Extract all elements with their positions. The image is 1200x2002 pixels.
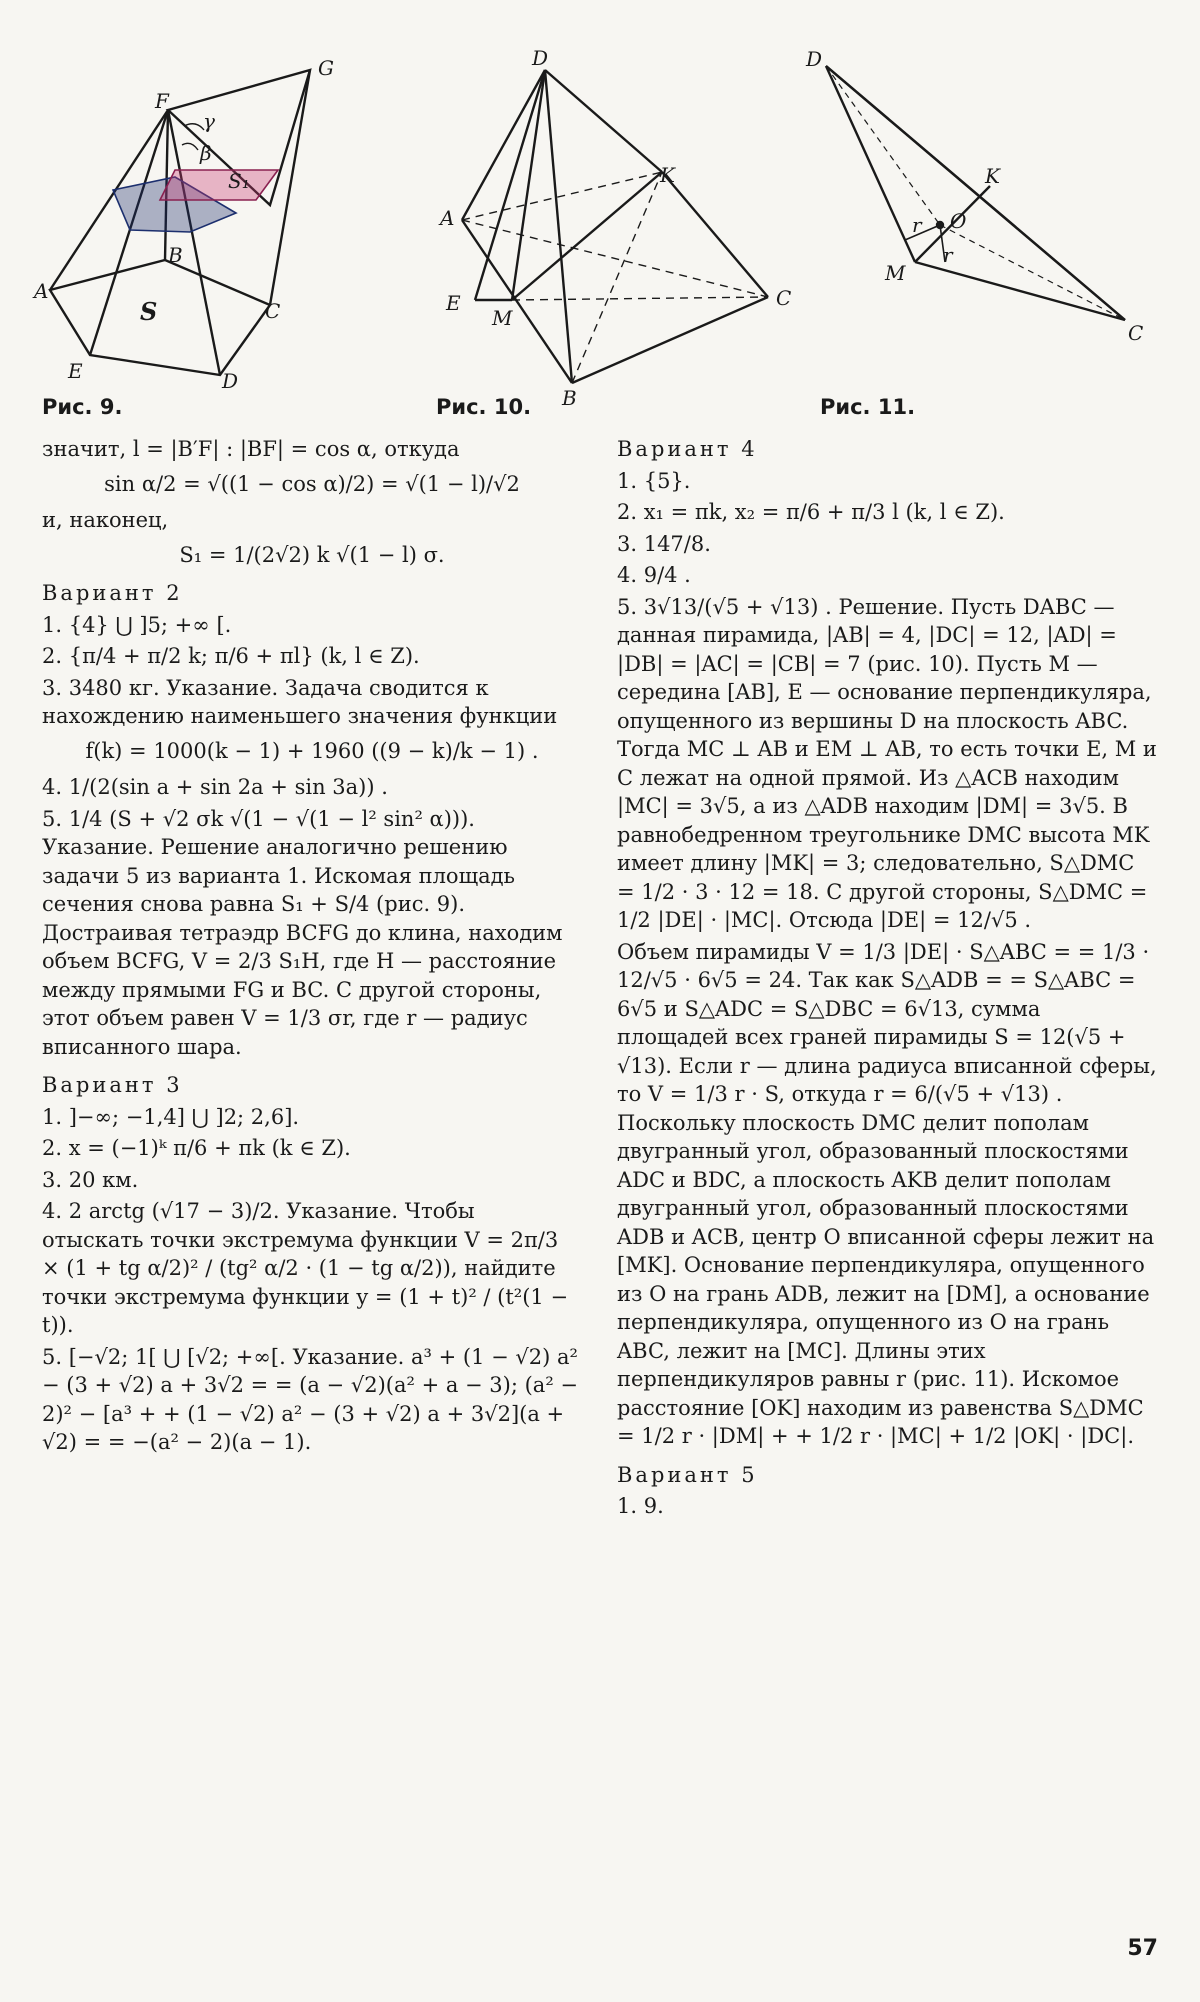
variant-3-answer-3: 3. 20 км. — [42, 1167, 139, 1192]
fig11-label-O: O — [950, 209, 967, 233]
variant-3-answer-2: 2. x = (−1)ᵏ π/6 + πk (k ∈ Z). — [42, 1136, 351, 1160]
fig10-label-C: C — [776, 286, 792, 310]
fig9-label-A: A — [34, 279, 49, 303]
left-paragraph-2: и, наконец, — [42, 508, 169, 532]
page-number: 57 — [1127, 1936, 1158, 1961]
fig9-label-G: G — [318, 56, 334, 80]
figure-10 — [462, 70, 768, 383]
fig9-caption: Рис. 9. — [42, 395, 123, 419]
variant-2-answer-4: 4. 1/(2(sin a + sin 2a + sin 3a)) . — [42, 775, 388, 799]
variant-4-answer-1: 1. {5}. — [617, 468, 691, 493]
fig9-label-F: F — [155, 89, 169, 113]
variant-4-heading: Вариант 4 — [617, 437, 758, 461]
figure-11 — [826, 66, 1125, 320]
variant-3-answer-4: 4. 2 arctg (√17 − 3)/2. Указание. Чтобы отыскать точки экстремума функции V = 2π/3 × (1 + tg α/2)² / (tg² α/2 · (1 − tg α/2)), найдите точки экстремума функции y = (1 + t)² / (t²(1 − t)). — [42, 1199, 569, 1337]
fig10-label-M: M — [492, 306, 513, 330]
formula-s1: S₁ = 1/(2√2) k √(1 − l) σ. — [179, 542, 445, 567]
fig11-label-K: K — [985, 164, 1000, 188]
formula-sin-half-alpha: sin α/2 = √((1 − cos α)/2) = √(1 − l)/√2 — [104, 471, 520, 496]
variant-2-heading: Вариант 2 — [42, 581, 183, 605]
variant-4-answer-5-part-1: 5. 3√13/(√5 + √13) . Решение. Пусть DABC — данная пирамида, |AB| = 4, |DC| = 12, |AD| = |DB| = |AC| = |CB| = 7 (рис. 10). Пусть M — середина [AB], E — основание перпендикуляра, опущенного из вершины D на плоскость ABC. Тогда MC ⊥ AB и EM ⊥ AB, то есть точки E, M и C лежат на одной прямой. Из △ACB находим |MC| = 3√5, а из △ADB находим |DM| = 3√5. В равнобедренном треугольнике DMC высота MK имеет длину |MK| = 3; следовательно, S△DMC = 1/2 · 3 · 12 = 18. С другой стороны, S△DMC = 1/2 |DE| · |MC|. Отсюда |DE| = 12/√5 . — [617, 594, 1157, 932]
left-column — [42, 435, 582, 1460]
fig9-label-S: S — [140, 297, 158, 326]
fig11-label-M: M — [885, 261, 906, 285]
left-paragraph-1: значит, l = |B′F| : |BF| = cos α, откуда — [42, 437, 460, 461]
variant-4-answer-5-part-2: Объем пирамиды V = 1/3 |DE| · S△ABC = = 1/3 · 12/√5 · 6√5 = 24. Так как S△ADB = = S△ABC = 6√5 и S△ADC = S△DBC = 6√13, сумма площадей всех граней пирамиды S = 12(√5 + √13). Если r — длина радиуса вписанной сферы, то V = 1/3 r · S, откуда r = 6/(√5 + √13) . Поскольку плоскость DMC делит пополам двугранный угол, образованный плоскостями ADC и BDC, а плоскость AKB делит пополам двугранный угол, образованный плоскостями ADB и ACB, центр O вписанной сферы лежит на [MK]. Основание перпендикуляра, опущенного из O на грань ADB, лежит на [DM], а основание перпендикуляра, опущенного из O на грань ABC, лежит на [MC]. Длины этих перпендикуляров равны r (рис. 11). Искомое расстояние [OK] находим из равенства S△DMC = 1/2 r · |DM| + + 1/2 r · |MC| + 1/2 |OK| · |DC|. — [617, 939, 1157, 1448]
variant-5-answer-1: 1. 9. — [617, 1494, 664, 1518]
variant-3-answer-1: 1. ]−∞; −1,4] ⋃ ]2; 2,6]. — [42, 1104, 300, 1129]
variant-3-answer-5: 5. [−√2; 1[ ⋃ [√2; +∞[. Указание. a³ + (1 − √2) a² − (3 + √2) a + 3√2 = = (a − √2)(a² + a − 3); (a² − 2)² − [a³ + + (1 − √2) a² − (3 + √2) a + 3√2](a + √2) = = −(a² − 2)(a − 1). — [42, 1344, 579, 1454]
fig11-label-D: D — [806, 47, 823, 71]
variant-4-answer-3: 3. 147/8. — [617, 531, 711, 556]
variant-2-answer-2: 2. {π/4 + π/2 k; π/6 + πl} (k, l ∈ Z). — [42, 644, 420, 668]
fig9-label-beta: β — [200, 141, 212, 165]
variant-2-formula-3: f(k) = 1000(k − 1) + 1960 ((9 − k)/k − 1) . — [85, 738, 539, 763]
fig9-label-D: D — [222, 369, 239, 393]
fig9-label-B: B — [168, 243, 183, 267]
variant-2-answer-1: 1. {4} ⋃ ]5; +∞ [. — [42, 612, 232, 637]
fig10-label-A: A — [440, 206, 455, 230]
fig11-caption: Рис. 11. — [820, 395, 916, 419]
variant-2-answer-5: 5. 1/4 (S + √2 σk √(1 − √(1 − l² sin² α))). Указание. Решение аналогично решению задачи 5 из варианта 1. Искомая площадь сечения снова равна S₁ + S/4 (рис. 9). Достраивая тетраэдр BCFG до клина, находим объем BCFG, V = 2/3 S₁H, где H — расстояние между прямыми FG и BC. С другой стороны, этот объем равен V = 1/3 σr, где r — радиус вписанного шара. — [42, 806, 563, 1059]
fig9-label-S1: S₁ — [228, 169, 250, 193]
fig10-label-B: B — [562, 386, 577, 410]
fig10-label-D: D — [532, 46, 549, 70]
fig10-label-K: K — [660, 163, 675, 187]
variant-3-heading: Вариант 3 — [42, 1073, 183, 1097]
fig11-label-r2: r — [943, 243, 953, 267]
fig10-caption: Рис. 10. — [436, 395, 532, 419]
variant-2-answer-3: 3. 3480 кг. Указание. Задача сводится к нахождению наименьшего значения функции — [42, 675, 558, 728]
variant-5-heading: Вариант 5 — [617, 1462, 758, 1487]
variant-4-answer-4: 4. 9/4 . — [617, 563, 691, 587]
fig11-label-C: C — [1128, 321, 1144, 345]
figure-9 — [50, 70, 310, 375]
right-column — [617, 435, 1157, 1524]
fig10-label-E: E — [446, 291, 461, 315]
fig9-label-gamma: γ — [203, 109, 215, 133]
fig11-label-r1: r — [912, 213, 922, 237]
fig9-label-E: E — [68, 359, 83, 383]
figures-area — [0, 0, 1200, 430]
variant-4-answer-2: 2. x₁ = πk, x₂ = π/6 + π/3 l (k, l ∈ Z). — [617, 500, 1005, 524]
fig9-label-C: C — [265, 299, 281, 323]
